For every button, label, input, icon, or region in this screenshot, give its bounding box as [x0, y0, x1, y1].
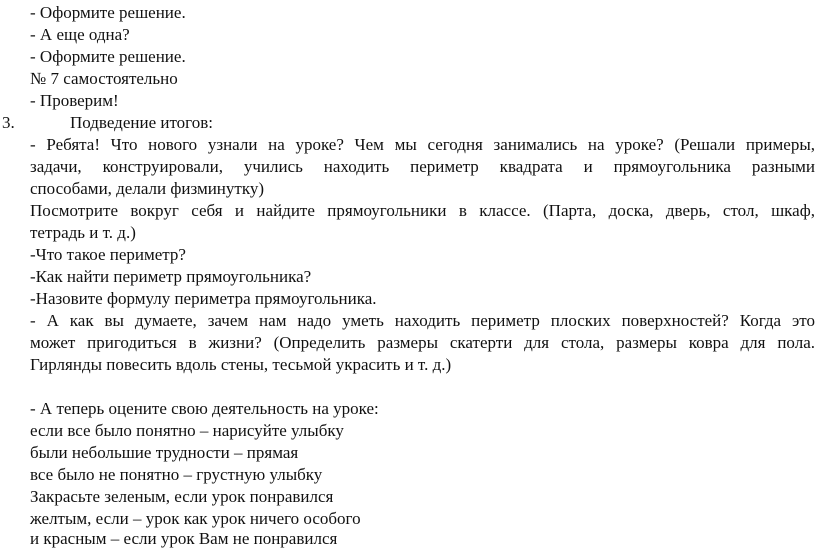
- section-heading: Подведение итогов:: [70, 113, 213, 132]
- text-line: - А еще одна?: [30, 25, 130, 44]
- text-line: -Что такое периметр?: [30, 245, 186, 264]
- text-line: - А теперь оцените свою деятельность на уроке:: [30, 399, 379, 418]
- text-line: может пригодиться в жизни? (Определить размеры скатерти для стола, размеры ковра для пола.: [30, 333, 815, 352]
- text-line: желтым, если – урок как урок ничего особого: [30, 509, 361, 528]
- text-line: Посмотрите вокруг себя и найдите прямоугольники в классе. (Парта, доска, дверь, стол, шкаф,: [30, 201, 815, 220]
- text-line: - Оформите решение.: [30, 47, 186, 66]
- text-line: если все было понятно – нарисуйте улыбку: [30, 421, 344, 440]
- text-line: № 7 самостоятельно: [30, 69, 178, 88]
- list-number: 3.: [2, 113, 15, 132]
- text-line: задачи, конструировали, учились находить периметр квадрата и прямоугольника разными: [30, 157, 815, 176]
- text-line: - Оформите решение.: [30, 3, 186, 22]
- text-line: - Ребята! Что нового узнали на уроке? Чем мы сегодня занимались на уроке? (Решали примеры,: [30, 135, 815, 154]
- text-line: - А как вы думаете, зачем нам надо уметь находить периметр плоских поверхностей? Когда это: [30, 311, 815, 330]
- text-line: и красным – если урок Вам не понравился: [30, 529, 338, 548]
- text-line: - Проверим!: [30, 91, 119, 110]
- text-line: все было не понятно – грустную улыбку: [30, 465, 323, 484]
- text-line: Закрасьте зеленым, если урок понравился: [30, 487, 334, 506]
- text-line: -Назовите формулу периметра прямоугольника.: [30, 289, 377, 308]
- text-line: -Как найти периметр прямоугольника?: [30, 267, 312, 286]
- text-line: тетрадь и т. д.): [30, 223, 136, 242]
- text-line: способами, делали физминутку): [30, 179, 265, 198]
- text-line: Гирлянды повесить вдоль стены, тесьмой украсить и т. д.): [30, 355, 452, 374]
- text-line: были небольшие трудности – прямая: [30, 443, 299, 462]
